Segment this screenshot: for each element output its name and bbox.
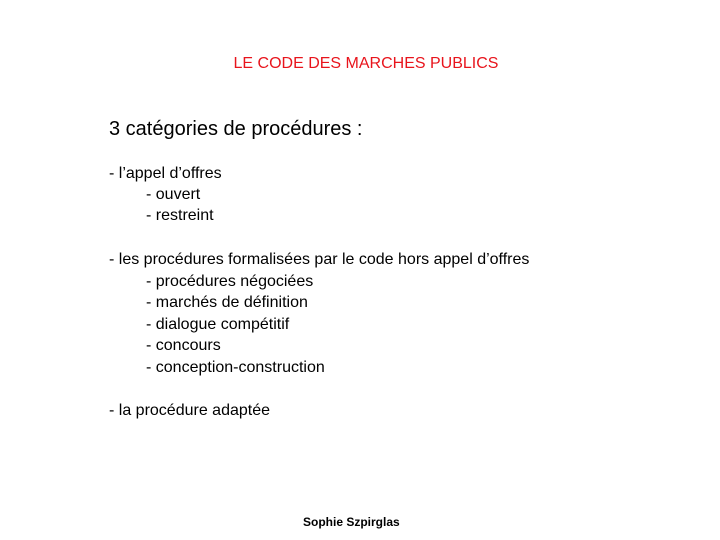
group-label-appel-offres: - l’appel d’offres: [109, 165, 222, 182]
list-item-concours: - concours: [146, 337, 221, 354]
author-footer: Sophie Szpirglas: [303, 515, 400, 529]
slide-title: LE CODE DES MARCHES PUBLICS: [233, 55, 499, 72]
list-item-dialogue-competitif: - dialogue compétitif: [146, 316, 290, 333]
list-item-ouvert: - ouvert: [146, 186, 201, 203]
list-item-marches-definition: - marchés de définition: [146, 294, 308, 311]
group-label-procedure-adaptee: - la procédure adaptée: [109, 402, 270, 419]
list-item-conception-construction: - conception-construction: [146, 359, 325, 376]
group-label-procedures-formalisees: - les procédures formalisées par le code hors appel d’offres: [109, 251, 530, 268]
list-item-restreint: - restreint: [146, 207, 214, 224]
list-item-procedures-negociees: - procédures négociées: [146, 273, 314, 290]
section-heading: 3 catégories de procédures :: [109, 118, 363, 140]
